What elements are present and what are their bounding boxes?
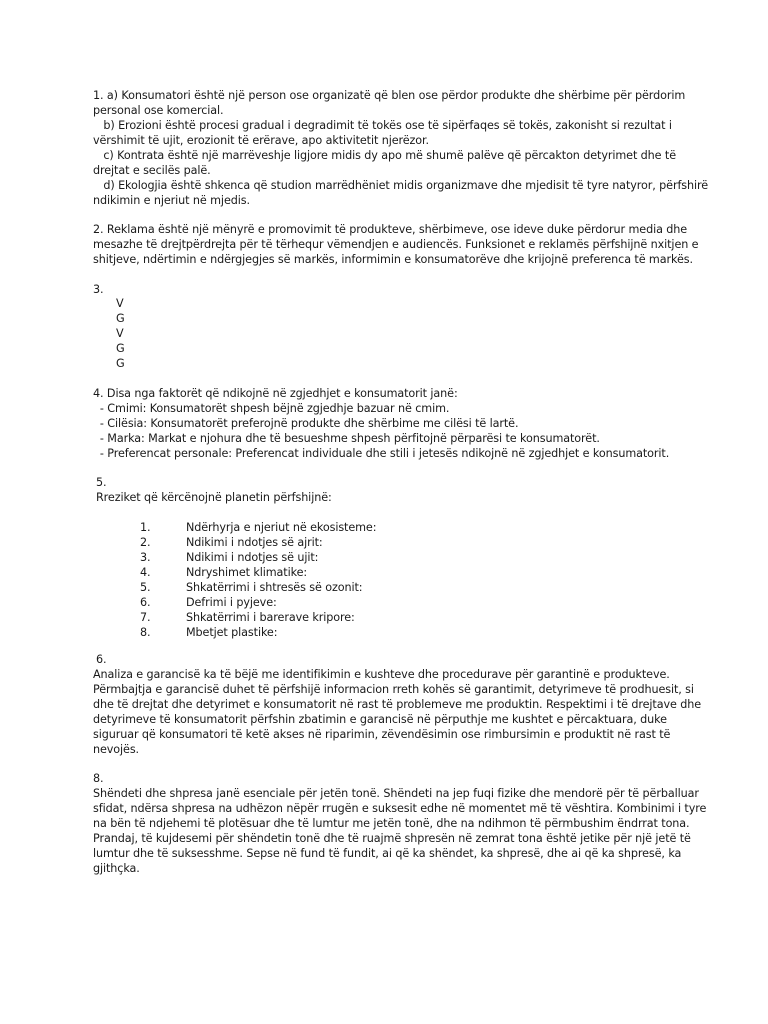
section-8-line: lumtur dhe të suksesshme. Sepse në fund të fundit, ai që ka shëndet, ka shpresë, dhe ai që ka shpresë, ka (93, 847, 682, 860)
factor-item: - Cmimi: Konsumatorët shpesh bëjnë zgjedhje bazuar në cmim. (93, 402, 450, 415)
section-6-line: siguruar që konsumatori të ketë akses në riparimin, zëvendësimin ose rimbursimin e produktit në rast të (93, 728, 671, 741)
section-1-line: ndikimin e njeriut në mjedis. (93, 194, 250, 207)
section-3-number: 3. (93, 283, 104, 296)
list-item-number: 7. (140, 611, 151, 624)
section-1-line: vërshimit të ujit, erozionit të erërave, apo aktivitetit njerëzor. (93, 134, 429, 147)
factor-item: - Cilësia: Konsumatorët preferojnë produkte dhe shërbime me cilësi të lartë. (93, 417, 519, 430)
list-item-number: 4. (140, 566, 151, 579)
factor-item: - Marka: Markat e njohura dhe të besueshme shpesh përfitojnë përparësi te konsumatorët. (93, 432, 600, 445)
answer-item: G (116, 357, 125, 370)
section-6-line: Përmbajtja e garancisë duhet të përfshijë informacion rreth kohës së garantimit, detyrimeve të prodhuesit, si (93, 683, 694, 696)
section-1-line: personal ose komercial. (93, 104, 224, 117)
answer-item: G (116, 312, 125, 325)
answer-item: G (116, 342, 125, 355)
section-6-line: dhe të drejtat dhe detyrimet e konsumatorit në rast të problemeve me produktin. Respektimi i të drejtave dhe (93, 698, 701, 711)
section-8-line: gjithçka. (93, 862, 140, 875)
section-8-line: Prandaj, të kujdesemi për shëndetin tonë dhe të ruajmë shpresën në zemrat tona është jetike për një jetë të (93, 832, 691, 845)
list-item-text: Defrimi i pyjeve: (186, 596, 277, 609)
list-item-text: Ndikimi i ndotjes së ujit: (186, 551, 319, 564)
section-4-intro: 4. Disa nga faktorët që ndikojnë në zgjedhjet e konsumatorit janë: (93, 387, 458, 400)
answer-item: V (116, 327, 124, 340)
section-8-number: 8. (93, 772, 104, 785)
section-1-line: c) Kontrata është një marrëveshje ligjore midis dy apo më shumë palëve që përcakton detyrimet dhe të (93, 149, 676, 162)
section-5-number: 5. (96, 476, 107, 489)
list-item-number: 3. (140, 551, 151, 564)
section-8-line: Shëndeti dhe shpresa janë esenciale për jetën tonë. Shëndeti na jep fuqi fizike dhe mendorë për të përballuar (93, 787, 699, 800)
list-item-number: 8. (140, 626, 151, 639)
section-6-number: 6. (96, 653, 107, 666)
section-1-line: b) Erozioni është procesi gradual i degradimit të tokës ose të sipërfaqes së tokës, zakonisht si rezultat i (93, 119, 672, 132)
list-item-number: 2. (140, 536, 151, 549)
list-item-text: Ndryshimet klimatike: (186, 566, 308, 579)
list-item-number: 5. (140, 581, 151, 594)
list-item-number: 1. (140, 521, 151, 534)
list-item-text: Ndikimi i ndotjes së ajrit: (186, 536, 323, 549)
answer-item: V (116, 297, 124, 310)
list-item-text: Shkatërrimi i shtresës së ozonit: (186, 581, 363, 594)
section-8-line: sfidat, ndërsa shpresa na udhëzon nëpër rrugën e suksesit edhe në momentet më të vështira. Kombinimi i tyre (93, 802, 707, 815)
section-6-line: Analiza e garancisë ka të bëjë me identifikimin e kushteve dhe procedurave për garantinë e produkteve. (93, 668, 670, 681)
section-2-line: mesazhe të drejtpërdrejta për të tërhequr vëmendjen e audiencës. Funksionet e reklamës përfshijnë nxitjen e (93, 238, 699, 251)
section-2-line: shitjeve, ndërtimin e ndërgjegjes së markës, informimin e konsumatorëve dhe krijojnë preferenca të markës. (93, 253, 693, 266)
section-6-line: nevojës. (93, 743, 140, 756)
section-8-line: na bën të ndjehemi të plotësuar dhe të lumtur me jetën tonë, dhe na ndihmon të përmbushim ëndrrat tona. (93, 817, 690, 830)
section-6-line: detyrimeve të konsumatorit përfshin zbatimin e garancisë në përputhje me kushtet e përcaktuara, duke (93, 713, 667, 726)
list-item-number: 6. (140, 596, 151, 609)
factor-item: - Preferencat personale: Preferencat individuale dhe stili i jetesës ndikojnë në zgjedhjet e konsumatorit. (93, 447, 670, 460)
section-5-intro: Rreziket që kërcënojnë planetin përfshijnë: (96, 491, 332, 504)
list-item-text: Ndërhyrja e njeriut në ekosisteme: (186, 521, 377, 534)
list-item-text: Mbetjet plastike: (186, 626, 278, 639)
section-2-line: 2. Reklama është një mënyrë e promovimit të produkteve, shërbimeve, ose ideve duke përdorur media dhe (93, 223, 688, 236)
section-1-line: d) Ekologjia është shkenca që studion marrëdhëniet midis organizmave dhe mjedisit të tyre natyror, përfshirë (93, 179, 709, 192)
section-1-line: drejtat e secilës palë. (93, 164, 211, 177)
list-item-text: Shkatërrimi i barerave kripore: (186, 611, 355, 624)
section-1-line: 1. a) Konsumatori është një person ose organizatë që blen ose përdor produkte dhe shërbime për përdorim (93, 89, 686, 102)
